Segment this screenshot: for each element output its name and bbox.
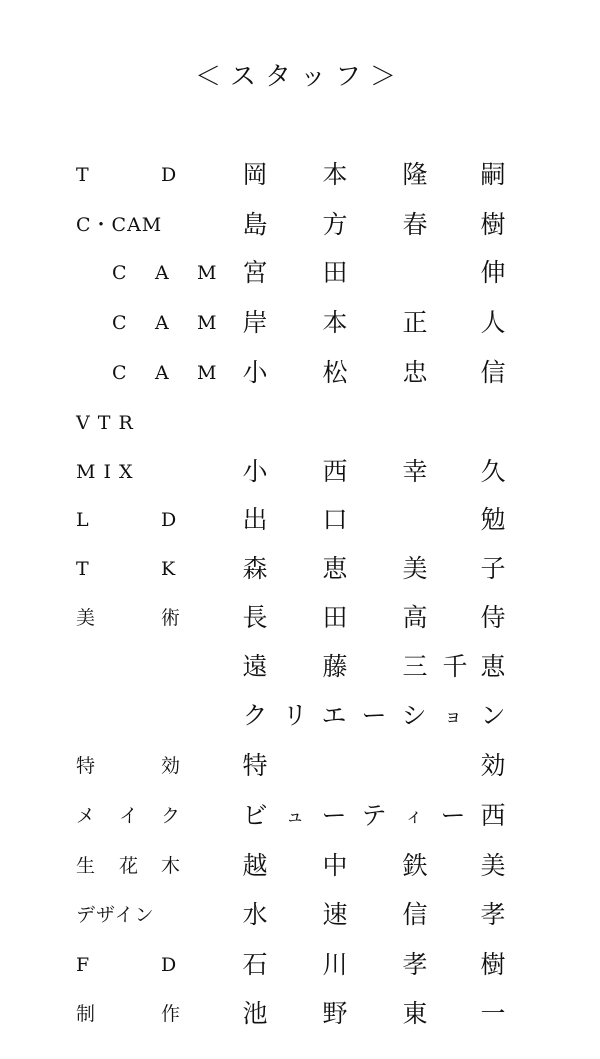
staff-row — [0, 796, 600, 836]
staff-name: 小 西 幸 久 — [242, 457, 506, 486]
staff-role: C A M — [112, 362, 218, 384]
staff-row — [0, 155, 600, 195]
staff-role: 特 効 — [76, 755, 182, 777]
staff-role: 美 術 — [76, 607, 182, 629]
staff-row — [0, 846, 600, 886]
staff-role: M I X — [76, 461, 134, 483]
staff-role: デザイン — [76, 904, 155, 926]
staff-role — [76, 647, 181, 687]
staff-role: T D — [76, 164, 178, 186]
staff-role: V T R — [76, 412, 134, 434]
staff-name: 水 速 信 孝 — [242, 900, 506, 929]
staff-name: 越 中 鉄 美 — [242, 851, 506, 880]
staff-name: ク リ エ ー シ ョ ン — [242, 701, 506, 730]
staff-row — [0, 696, 600, 736]
staff-name: 小 松 忠 信 — [242, 358, 506, 387]
staff-name: 出 口 勉 — [242, 505, 506, 534]
staff-name: 池 野 東 一 — [242, 999, 506, 1028]
staff-name: 宮 田 伸 — [242, 258, 506, 287]
staff-role: L D — [76, 509, 178, 531]
staff-row — [0, 549, 600, 589]
staff-name — [240, 403, 508, 443]
staff-row — [0, 647, 600, 687]
staff-name: 岸 本 正 人 — [242, 308, 506, 337]
staff-role: C A M — [112, 312, 218, 334]
staff-role: T K — [76, 558, 177, 580]
staff-row — [0, 253, 600, 293]
staff-role — [76, 696, 181, 736]
staff-row — [0, 945, 600, 985]
staff-row — [0, 205, 600, 245]
staff-title: ＜スタッフ＞ — [194, 62, 405, 92]
staff-name: 森 恵 美 子 — [242, 554, 506, 583]
staff-role: C A M — [112, 262, 218, 284]
staff-name: ビ ュ ー テ ィ ー 西 — [242, 801, 506, 830]
staff-role: 生 花 木 — [76, 855, 182, 877]
staff-name: 特 効 — [242, 751, 506, 780]
staff-role: 制 作 — [76, 1003, 182, 1025]
staff-role: メ イ ク — [76, 805, 182, 827]
staff-row — [0, 500, 600, 540]
staff-row — [0, 403, 600, 443]
staff-role: F D — [76, 954, 178, 976]
staff-row — [0, 994, 600, 1034]
staff-name: 石 川 孝 樹 — [242, 950, 506, 979]
staff-role: C・CAM — [76, 214, 163, 236]
staff-name: 島 方 春 樹 — [242, 210, 506, 239]
staff-row — [0, 452, 600, 492]
staff-row — [0, 598, 600, 638]
staff-row — [0, 303, 600, 343]
staff-row — [0, 746, 600, 786]
staff-name: 長 田 高 侍 — [242, 603, 506, 632]
staff-name: 岡 本 隆 嗣 — [242, 160, 506, 189]
staff-row — [0, 895, 600, 935]
staff-name: 遠 藤 三 千 恵 — [242, 652, 506, 681]
staff-row — [0, 353, 600, 393]
